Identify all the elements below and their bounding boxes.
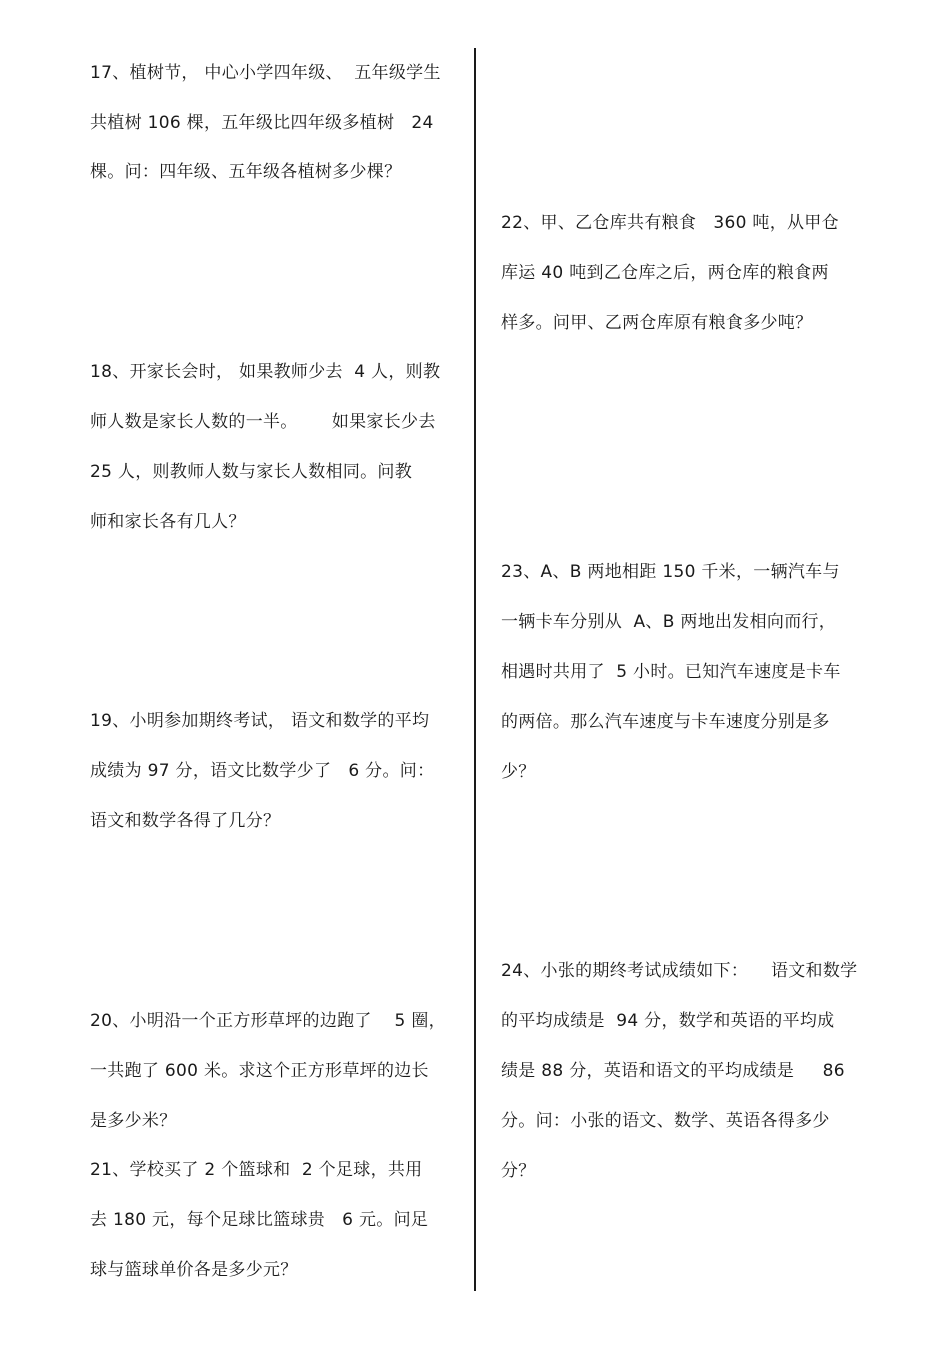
problem-line: 是多少米？	[90, 1111, 177, 1131]
problem-line: 23、A、B 两地相距 150 千米，一辆汽车与	[501, 562, 840, 582]
problem-line: 24、小张的期终考试成绩如下： 语文和数学	[501, 961, 858, 981]
problem-line: 的平均成绩是 94 分，数学和英语的平均成	[501, 1011, 835, 1031]
problem-line: 21、学校买了 2 个篮球和 2 个足球，共用	[90, 1160, 423, 1180]
problem-line: 样多。问甲、乙两仓库原有粮食多少吨？	[501, 313, 813, 333]
problem-line: 17、植树节， 中心小学四年级、 五年级学生	[90, 63, 441, 83]
problem-line: 一辆卡车分别从 A、B 两地出发相向而行，	[501, 612, 837, 632]
column-divider	[474, 48, 476, 1291]
problem-line: 球与篮球单价各是多少元？	[90, 1260, 298, 1280]
problem-line: 一共跑了 600 米。求这个正方形草坪的边长	[90, 1061, 429, 1081]
problem-line: 师和家长各有几人？	[90, 512, 246, 532]
problem-line: 分？	[501, 1161, 536, 1181]
problem-line: 18、开家长会时， 如果教师少去 4 人，则教	[90, 362, 441, 382]
problem-line: 共植树 106 棵，五年级比四年级多植树 24	[90, 113, 434, 133]
problem-line: 分。问：小张的语文、数学、英语各得多少	[501, 1111, 830, 1131]
problem-line: 师人数是家长人数的一半。 如果家长少去	[90, 412, 436, 432]
problem-line: 19、小明参加期终考试， 语文和数学的平均	[90, 711, 430, 731]
problem-line: 去 180 元，每个足球比篮球贵 6 元。问足	[90, 1210, 429, 1230]
problem-line: 少？	[501, 762, 536, 782]
problem-line: 语文和数学各得了几分？	[90, 811, 281, 831]
problem-line: 棵。问：四年级、五年级各植树多少棵？	[90, 162, 402, 182]
problem-line: 25 人，则教师人数与家长人数相同。问教	[90, 462, 413, 482]
problem-line: 相遇时共用了 5 小时。已知汽车速度是卡车	[501, 662, 841, 682]
problem-line: 22、甲、乙仓库共有粮食 360 吨，从甲仓	[501, 213, 839, 233]
problem-line: 库运 40 吨到乙仓库之后，两仓库的粮食两	[501, 263, 829, 283]
problem-line: 的两倍。那么汽车速度与卡车速度分别是多	[501, 712, 830, 732]
problem-line: 绩是 88 分，英语和语文的平均成绩是 86	[501, 1061, 845, 1081]
problem-line: 成绩为 97 分，语文比数学少了 6 分。问：	[90, 761, 435, 781]
problem-line: 20、小明沿一个正方形草坪的边跑了 5 圈，	[90, 1011, 446, 1031]
